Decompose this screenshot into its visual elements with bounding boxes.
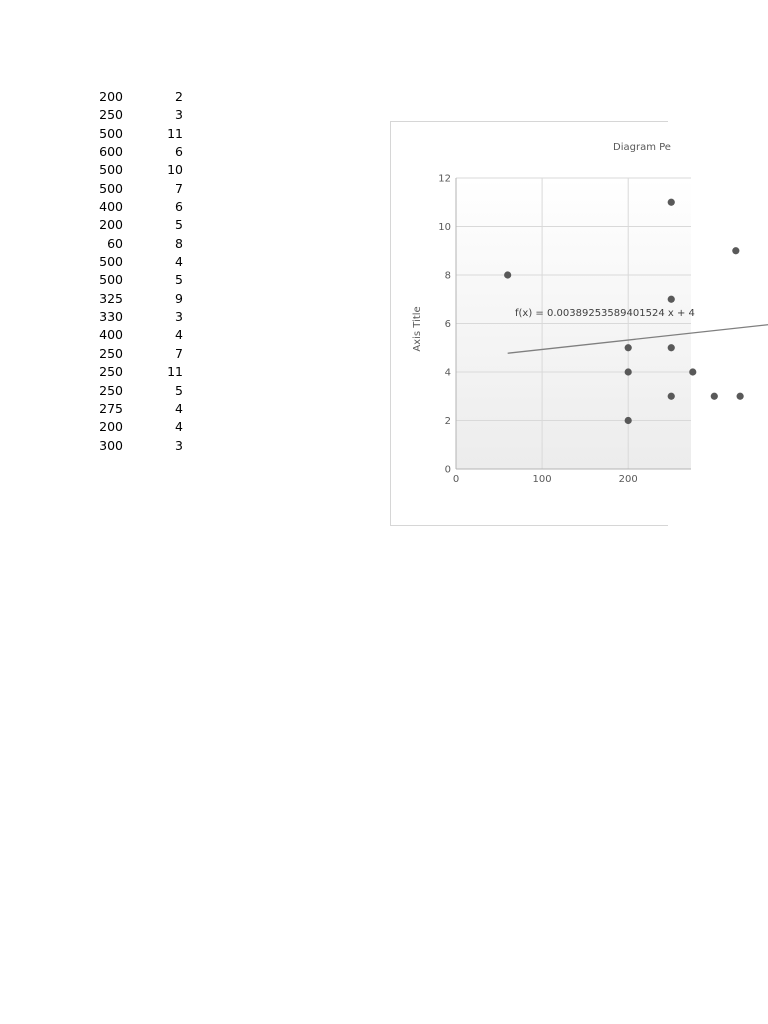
table-row: [95, 308, 195, 326]
table-cell-y: 3: [175, 107, 183, 123]
table-row: [95, 290, 195, 308]
x-tick-label: 100: [532, 474, 552, 485]
x-tick-label: 0: [452, 474, 460, 485]
table-row: [95, 216, 195, 234]
table-cell-y: 5: [175, 217, 183, 233]
table-cell-x: 400: [99, 327, 123, 343]
table-cell-x: 500: [99, 180, 123, 196]
table-cell-x: 500: [99, 254, 123, 270]
data-point: [625, 417, 632, 424]
table-row: [95, 143, 195, 161]
table-cell-y: 7: [175, 180, 183, 196]
data-point: [668, 393, 675, 400]
chart-frame: [390, 121, 695, 526]
table-row: [95, 88, 195, 106]
data-point: [689, 368, 696, 375]
table-cell-x: 500: [99, 125, 123, 141]
table-cell-x: 250: [99, 382, 123, 398]
y-tick-label: 2: [444, 416, 451, 427]
table-cell-y: 4: [175, 327, 183, 343]
table-row: [95, 125, 195, 143]
table-cell-y: 5: [175, 382, 183, 398]
table-row: [95, 400, 195, 418]
table-cell-x: 500: [99, 272, 123, 288]
data-point: [625, 344, 632, 351]
table-row: [95, 161, 195, 179]
table-cell-y: 4: [175, 254, 183, 270]
table-cell-x: 250: [99, 345, 123, 361]
table-row: [95, 106, 195, 124]
table-row: [95, 363, 195, 381]
y-tick-label: 8: [444, 270, 451, 282]
table-row: [95, 271, 195, 289]
data-point: [625, 368, 632, 375]
table-cell-x: 325: [99, 290, 123, 306]
y-tick-label: 0: [444, 464, 451, 476]
data-point: [668, 199, 675, 206]
y-tick-label: 10: [438, 222, 451, 233]
y-tick-label: 6: [444, 319, 451, 330]
table-cell-x: 200: [99, 217, 123, 233]
table-row: [95, 326, 195, 344]
chart-title: Diagram Pe: [613, 142, 671, 153]
table-cell-y: 6: [175, 144, 183, 160]
table-cell-x: 275: [99, 400, 123, 416]
table-cell-y: 10: [167, 162, 183, 178]
table-row: [95, 235, 195, 253]
table-cell-y: 11: [167, 364, 183, 380]
x-tick-label: 200: [618, 474, 638, 485]
table-cell-x: 250: [99, 364, 123, 380]
y-axis-title: Axis Title: [412, 306, 423, 352]
table-cell-y: 4: [175, 419, 183, 435]
table-cell-x: 300: [99, 437, 123, 453]
data-point: [737, 393, 744, 400]
table-cell-y: 8: [175, 235, 183, 251]
table-cell-y: 7: [175, 345, 183, 361]
y-tick-label: 4: [444, 367, 451, 379]
data-point: [711, 393, 718, 400]
data-point: [668, 296, 675, 303]
table-cell-x: 600: [99, 144, 123, 160]
table-cell-x: 200: [99, 419, 123, 435]
data-point: [732, 247, 739, 254]
scatter-chart: [391, 122, 695, 527]
table-cell-y: 2: [175, 89, 183, 104]
table-cell-y: 3: [175, 309, 183, 325]
data-point: [504, 271, 511, 278]
data-table: [95, 88, 195, 455]
y-tick-label: 12: [438, 173, 451, 185]
table-row: [95, 253, 195, 271]
table-row: [95, 382, 195, 400]
table-cell-x: 330: [99, 309, 123, 325]
table-cell-x: 250: [99, 107, 123, 123]
table-cell-x: 400: [99, 199, 123, 215]
table-cell-y: 4: [175, 400, 183, 416]
table-cell-y: 11: [167, 125, 183, 141]
table-row: [95, 180, 195, 198]
data-point: [668, 344, 675, 351]
table-row: [95, 418, 195, 436]
table-cell-y: 9: [175, 290, 183, 306]
table-cell-y: 5: [175, 272, 183, 288]
table-cell-x: 200: [99, 89, 123, 104]
table-cell-y: 3: [175, 437, 183, 453]
table-row: [95, 198, 195, 216]
table-cell-x: 500: [99, 162, 123, 178]
table-cell-x: 60: [107, 235, 123, 251]
table-row: [95, 345, 195, 363]
table-row: [95, 437, 195, 455]
trendline-equation: f(x) = 0.00389253589401524 x + 4: [515, 308, 695, 319]
table-cell-y: 6: [175, 199, 183, 215]
